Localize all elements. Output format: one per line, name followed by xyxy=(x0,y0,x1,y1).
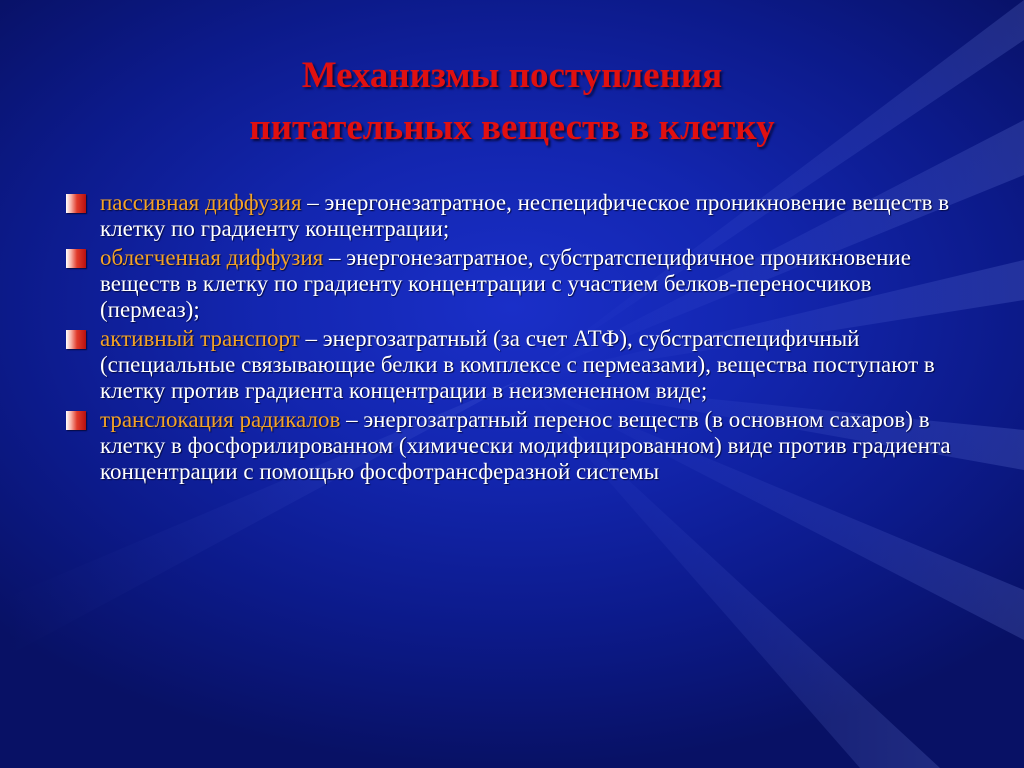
list-item-group-translocation xyxy=(66,407,966,485)
slide-title xyxy=(0,50,1024,154)
title-line-1: Механизмы поступления xyxy=(301,55,723,96)
gradient-square-bullet-icon xyxy=(66,411,86,430)
gradient-square-bullet-icon xyxy=(66,330,86,349)
item-term: пассивная диффузия xyxy=(100,190,302,215)
item-term: активный транспорт xyxy=(100,326,300,351)
item-text: – энергозатратный (за счет АТФ), субстратспецифичный (специальные связывающие белки в комплексе с пермеазами), вещества поступают в клетку против градиента концентрации в неизмененном виде; xyxy=(100,326,935,403)
list-item-passive-diffusion xyxy=(66,190,966,242)
mechanism-list xyxy=(66,190,966,488)
item-text: – энергонезатратное, субстратспецифичное проникновение веществ в клетку по градиенту концентрации с участием белков-переносчиков (пермеаз); xyxy=(100,245,911,322)
item-term: транслокация радикалов xyxy=(100,407,341,432)
item-text: – энергонезатратное, неспецифическое проникновение веществ в клетку по градиенту концентрации; xyxy=(100,190,950,241)
gradient-square-bullet-icon xyxy=(66,249,86,268)
item-term: облегченная диффузия xyxy=(100,245,324,270)
gradient-square-bullet-icon xyxy=(66,194,86,213)
list-item-facilitated-diffusion xyxy=(66,245,966,323)
item-text: – энергозатратный перенос веществ (в основном сахаров) в клетку в фосфорилированном (химически модифицированном) виде против градиента концентрации с помощью фосфотрансферазной системы xyxy=(100,407,951,484)
list-item-active-transport xyxy=(66,326,966,404)
title-line-2: питательных веществ в клетку xyxy=(249,107,775,148)
